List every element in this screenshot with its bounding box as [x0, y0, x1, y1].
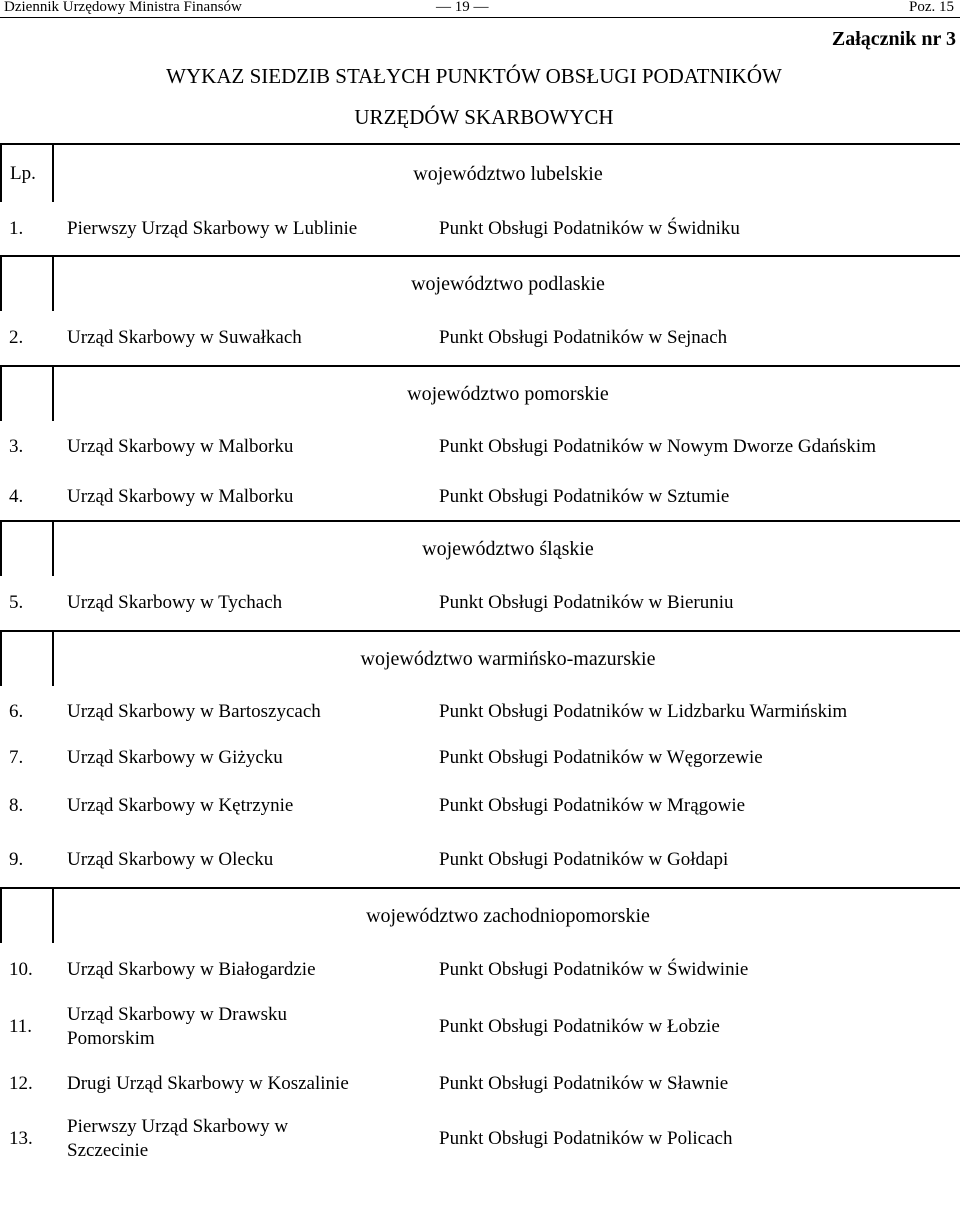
position-number: Poz. 15 [909, 0, 954, 15]
region-header-row [1, 521, 960, 576]
table-row [1, 421, 960, 473]
service-point-name: Punkt Obsługi Podatników w Sztumie [439, 485, 730, 507]
tax-office-name: Urząd Skarbowy w Drawsku Pomorskim [67, 1004, 288, 1049]
region-name: województwo pomorskie [53, 366, 960, 421]
row-number: 8. [9, 794, 24, 816]
table-row [1, 686, 960, 738]
row-number: 11. [9, 1016, 33, 1037]
tax-office-name: Drugi Urząd Skarbowy w Koszalinie [67, 1073, 349, 1094]
tax-office-name: Urząd Skarbowy w Tychach [67, 592, 283, 613]
table-row [1, 576, 960, 631]
tax-office-name: Urząd Skarbowy w Malborku [67, 436, 294, 457]
tax-office-name: Urząd Skarbowy w Malborku [67, 485, 294, 507]
service-point-name: Punkt Obsługi Podatników w Mrągowie [439, 794, 746, 816]
service-point-name: Punkt Obsługi Podatników w Nowym Dworze Gdańskim [439, 436, 876, 457]
page-number: — 19 — [436, 0, 489, 15]
region-name: województwo lubelskie [53, 144, 960, 202]
region-name: województwo warmińsko-mazurskie [53, 631, 960, 686]
tax-office-name: Urząd Skarbowy w Giżycku [67, 747, 283, 768]
table-row [1, 473, 960, 521]
annex-label: Załącznik nr 3 [831, 28, 956, 50]
service-point-name: Punkt Obsługi Podatników w Łobzie [439, 1016, 720, 1037]
lp-cell [1, 631, 53, 686]
region-name: województwo śląskie [53, 521, 960, 576]
offices-table [0, 143, 960, 1166]
region-header-row [1, 888, 960, 943]
service-point-name: Punkt Obsługi Podatników w Świdniku [439, 217, 740, 239]
tax-office-name: Pierwszy Urząd Skarbowy w Szczecinie [67, 1115, 289, 1161]
lp-cell [1, 521, 53, 576]
document-subtitle: URZĘDÓW SKARBOWYCH [354, 105, 614, 129]
table-row [1, 738, 960, 778]
row-number: 6. [9, 701, 24, 722]
service-point-name: Punkt Obsługi Podatników w Gołdapi [439, 849, 729, 870]
row-number: 9. [9, 849, 24, 870]
journal-title: Dziennik Urzędowy Ministra Finansów [4, 0, 242, 15]
tax-office-name: Urząd Skarbowy w Bartoszycach [67, 701, 321, 722]
row-number: 13. [9, 1127, 33, 1149]
page-header [0, 0, 960, 18]
table-row [1, 202, 960, 256]
service-point-name: Punkt Obsługi Podatników w Policach [439, 1127, 733, 1149]
lp-column-header: Lp. [1, 144, 53, 202]
region-header-row [1, 631, 960, 686]
row-number: 2. [9, 327, 24, 348]
tax-office-name: Urząd Skarbowy w Olecku [67, 849, 274, 870]
service-point-name: Punkt Obsługi Podatników w Świdwinie [439, 959, 749, 980]
lp-cell [1, 256, 53, 311]
row-number: 4. [9, 485, 24, 507]
table-row [1, 833, 960, 888]
service-point-name: Punkt Obsługi Podatników w Lidzbarku Warmińskim [439, 701, 848, 722]
table-row [1, 943, 960, 997]
row-number: 7. [9, 747, 24, 768]
tax-office-name: Pierwszy Urząd Skarbowy w Lublinie [67, 217, 358, 239]
service-point-name: Punkt Obsługi Podatników w Bieruniu [439, 592, 734, 613]
lp-cell [1, 366, 53, 421]
document-title: WYKAZ SIEDZIB STAŁYCH PUNKTÓW OBSŁUGI PODATNIKÓW [166, 64, 782, 88]
table-row [1, 997, 960, 1057]
region-name: województwo podlaskie [53, 256, 960, 311]
tax-office-name: Urząd Skarbowy w Białogardzie [67, 959, 316, 980]
tax-office-name: Urząd Skarbowy w Suwałkach [67, 327, 302, 348]
table-row [1, 778, 960, 833]
row-number: 3. [9, 436, 24, 457]
table-row [1, 1057, 960, 1111]
row-number: 5. [9, 592, 24, 613]
lp-cell [1, 888, 53, 943]
service-point-name: Punkt Obsługi Podatników w Sejnach [439, 327, 728, 348]
table-row [1, 311, 960, 366]
row-number: 10. [9, 959, 33, 980]
region-header-row [1, 256, 960, 311]
table-row [1, 1111, 960, 1166]
service-point-name: Punkt Obsługi Podatników w Węgorzewie [439, 747, 763, 768]
row-number: 12. [9, 1073, 33, 1094]
region-header-row [1, 366, 960, 421]
tax-office-name: Urząd Skarbowy w Kętrzynie [67, 794, 294, 816]
row-number: 1. [9, 217, 24, 239]
service-point-name: Punkt Obsługi Podatników w Sławnie [439, 1073, 729, 1094]
region-name: województwo zachodniopomorskie [53, 888, 960, 943]
region-header-row [1, 144, 960, 202]
